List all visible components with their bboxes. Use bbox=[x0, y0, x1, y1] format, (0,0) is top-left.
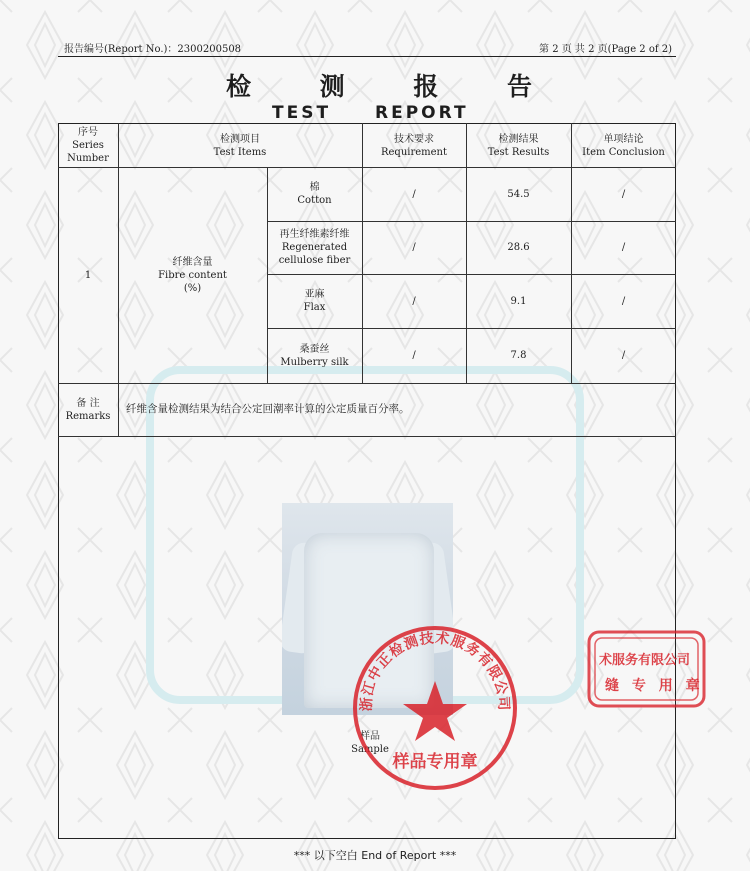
remarks-label bbox=[58, 383, 118, 436]
series-number-cell bbox=[58, 167, 118, 383]
requirement-value: / bbox=[412, 350, 416, 361]
requirement-cell bbox=[362, 167, 466, 221]
remarks-text: 纤维含量检测结果为结合公定回潮率计算的公定质量百分率。 bbox=[126, 403, 410, 415]
title-english-word-2: REPORT bbox=[375, 103, 469, 123]
fiber-name-cn: 再生纤维素纤维 bbox=[279, 229, 350, 240]
sample-caption-cn: 样品 bbox=[360, 731, 380, 742]
conclusion-value: / bbox=[621, 242, 626, 253]
series-number: 1 bbox=[84, 269, 92, 281]
result-cell bbox=[466, 274, 571, 328]
test-item-cell bbox=[118, 167, 267, 383]
requirement-cell bbox=[362, 274, 466, 328]
conclusion-value: / bbox=[621, 295, 626, 307]
title-english-word-1: TEST bbox=[272, 103, 332, 123]
svg-text:样品专用章: 样品专用章 bbox=[392, 752, 478, 772]
rule-remarks-top bbox=[58, 383, 676, 384]
conclusion-cell bbox=[571, 167, 676, 221]
remarks-label-cn: 备 注 bbox=[76, 397, 100, 409]
header-test-results-cn: 检测结果 bbox=[498, 133, 539, 145]
result-value: 7.8 bbox=[510, 350, 527, 361]
fiber-name-en-line-2: cellulose fiber bbox=[278, 255, 351, 266]
header-test-items-cn: 检测项目 bbox=[220, 133, 260, 145]
result-cell bbox=[466, 221, 571, 274]
header-item-conclusion-cn: 单项结论 bbox=[603, 133, 644, 145]
test-item-en: Fibre content bbox=[158, 269, 227, 281]
fiber-name-en: Cotton bbox=[297, 195, 332, 206]
fiber-name-cell bbox=[267, 328, 362, 383]
requirement-cell bbox=[362, 328, 466, 383]
rule-remarks-bottom bbox=[58, 436, 676, 437]
fiber-name-en: Mulberry silk bbox=[280, 356, 349, 368]
header-test-items-en: Test Items bbox=[213, 146, 267, 158]
result-cell bbox=[466, 167, 571, 221]
conclusion-cell bbox=[571, 221, 676, 274]
test-item-unit: (%) bbox=[183, 282, 202, 294]
conclusion-cell bbox=[571, 328, 676, 383]
header-requirement-cn: 技术要求 bbox=[394, 133, 434, 145]
header-test-results-en: Test Results bbox=[487, 146, 550, 158]
test-item-cn: 纤维含量 bbox=[172, 256, 213, 268]
fiber-name-en: Flax bbox=[303, 302, 326, 313]
conclusion-value: / bbox=[621, 350, 626, 361]
seam-seal-stamp bbox=[585, 628, 710, 710]
header-requirement-en: Requirement bbox=[380, 146, 448, 158]
report-number: 报告编号(Report No.)：2300200508 bbox=[64, 44, 242, 55]
header-divider bbox=[58, 56, 676, 57]
header-item-conclusion-en: Item Conclusion bbox=[582, 146, 665, 158]
header-test-results bbox=[466, 124, 571, 167]
svg-text:术服务有限公司: 术服务有限公司 bbox=[599, 653, 691, 668]
sample-seal-stamp bbox=[350, 623, 520, 793]
result-value: 9.1 bbox=[510, 295, 527, 307]
requirement-cell bbox=[362, 221, 466, 274]
result-value: 54.5 bbox=[507, 188, 530, 200]
result-cell bbox=[466, 328, 571, 383]
header-series-cn: 序号 bbox=[78, 127, 98, 138]
fiber-name-en: Regenerated bbox=[281, 242, 348, 253]
requirement-value: / bbox=[412, 295, 416, 307]
end-of-report: *** 以下空白 End of Report *** bbox=[293, 849, 457, 862]
fiber-name-cell bbox=[267, 221, 362, 274]
header-requirement bbox=[362, 124, 466, 167]
requirement-value: / bbox=[412, 242, 416, 253]
conclusion-value: / bbox=[621, 188, 626, 200]
fiber-name-cn: 桑蚕丝 bbox=[299, 343, 330, 355]
page-info: 第 2 页 共 2 页(Page 2 of 2) bbox=[539, 44, 672, 55]
conclusion-cell bbox=[571, 274, 676, 328]
fiber-name-cell bbox=[267, 274, 362, 328]
header-series-en-2: Number bbox=[67, 153, 109, 164]
fiber-name-cn: 棉 bbox=[309, 182, 320, 193]
fiber-name-cell bbox=[267, 167, 362, 221]
header-series-number bbox=[58, 124, 118, 167]
title-chinese: 检 测 报 告 bbox=[225, 72, 563, 101]
sample-caption-en: Sample bbox=[351, 744, 389, 755]
header-item-conclusion bbox=[571, 124, 676, 167]
result-value: 28.6 bbox=[507, 242, 530, 253]
header-test-items bbox=[118, 124, 362, 167]
fiber-name-cn: 亚麻 bbox=[304, 289, 325, 300]
svg-text:浙江中正检测技术服务有限公司: 浙江中正检测技术服务有限公司 bbox=[358, 630, 512, 712]
svg-text:缝 专 用 章: 缝 专 用 章 bbox=[605, 678, 704, 694]
remarks-label-en: Remarks bbox=[65, 410, 111, 422]
requirement-value: / bbox=[412, 188, 416, 200]
header-series-en-1: Series bbox=[72, 140, 104, 151]
